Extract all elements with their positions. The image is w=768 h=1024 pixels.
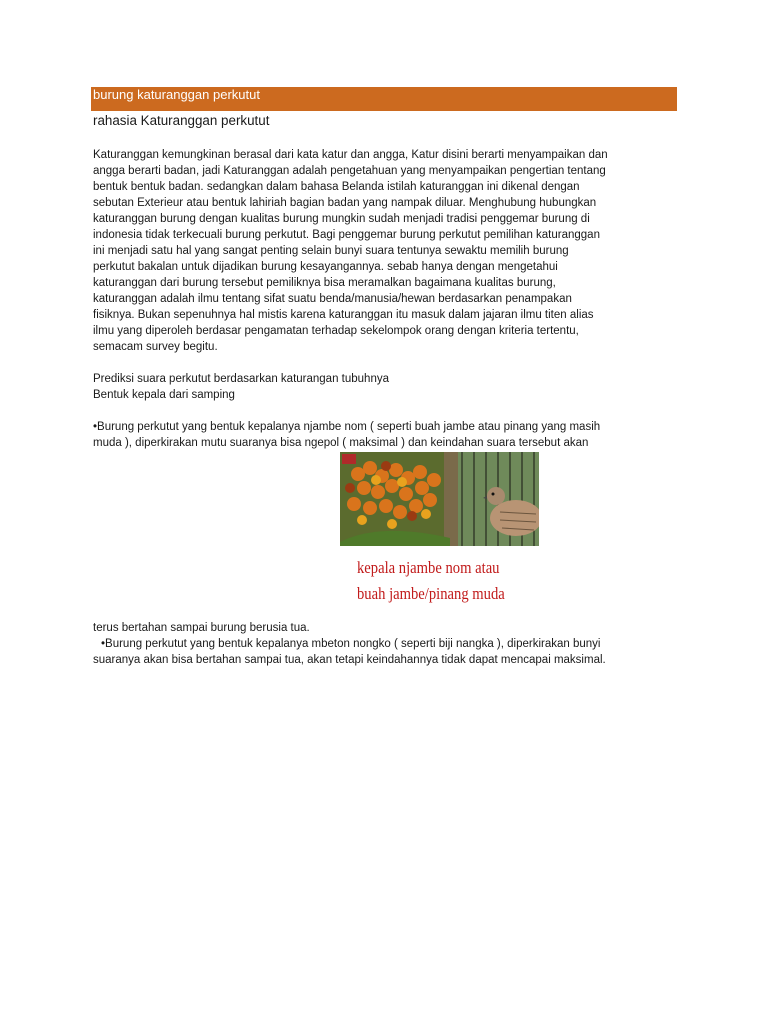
paragraph-line: katuranggan burung dengan kualitas burung mungkin sudah menjadi tradisi penggemar burung di (93, 213, 590, 225)
continuation-line: terus bertahan sampai burung berusia tua. (93, 622, 310, 634)
paragraph-line: katuranggan dari burung tersebut pemiliknya bisa meramalkan bagaimana kualitas burung, (93, 277, 556, 289)
paragraph-line: angga berarti badan, jadi Katuranggan adalah pengetahuan yang menyampaikan pengertian tentang (93, 165, 606, 177)
paragraph-line: Katuranggan kemungkinan berasal dari kata katur dan angga, Katur disini berarti menyampaikan dan (93, 149, 608, 161)
paragraph-line: bentuk bentuk badan. sedangkan dalam bahasa Belanda istilah katuranggan ini dikenal dengan (93, 181, 580, 193)
bullet-njambe-nom-line: muda ), diperkirakan mutu suaranya bisa ngepol ( maksimal ) dan keindahan suara tersebut akan (93, 437, 589, 449)
figure-caption-line: kepala njambe nom atau (357, 558, 500, 577)
figure-caption-line: buah jambe/pinang muda (357, 584, 505, 603)
paragraph-line: fisiknya. Bukan sepenuhnya hal mistis karena katuranggan itu masuk dalam jajaran ilmu titen alias (93, 309, 594, 321)
bullet-mbeton-nongko-line: •Burung perkutut yang bentuk kepalanya mbeton nongko ( seperti biji nangka ), diperkirakan bunyi (101, 638, 601, 650)
paragraph-line: katuranggan adalah ilmu tentang sifat suatu benda/manusia/hewan berdasarkan penampakan (93, 293, 572, 305)
paragraph-line: semacam survey begitu. (93, 341, 218, 353)
paragraph-line: perkutut bakalan untuk dijadikan burung kesayangannya. sebab hanya dengan mengetahui (93, 261, 558, 273)
bullet-mbeton-nongko-line: suaranya akan bisa bertahan sampai tua, akan tetapi keindahannya tidak dapat mencapai maksimal. (93, 654, 606, 666)
prediction-heading: Prediksi suara perkutut berdasarkan katurangan tubuhnya (93, 373, 389, 385)
header-title: burung katuranggan perkutut (93, 87, 260, 102)
paragraph-line: ilmu yang diperoleh berdasar pengamatan terhadap sekelompok orang dengan kriteria tertentu, (93, 325, 579, 337)
paragraph-line: indonesia tidak terkecuali burung perkutut. Bagi penggemar burung perkutut pemilihan katuranggan (93, 229, 600, 241)
bullet-njambe-nom-line: •Burung perkutut yang bentuk kepalanya njambe nom ( seperti buah jambe atau pinang yang masih (93, 421, 601, 433)
njambe-nom-photo (340, 452, 539, 546)
article-subtitle: rahasia Katuranggan perkutut (93, 113, 270, 128)
paragraph-line: ini menjadi satu hal yang sangat penting selain bunyi suara tentunya sewaktu memilih burung (93, 245, 569, 257)
paragraph-line: sebutan Exterieur atau bentuk lahiriah bagian badan yang nampak diluar. Menghubung hubungkan (93, 197, 597, 209)
side-view-heading: Bentuk kepala dari samping (93, 389, 235, 401)
palm-fruit-and-bird-illustration (340, 452, 539, 546)
header-bar (91, 87, 677, 111)
